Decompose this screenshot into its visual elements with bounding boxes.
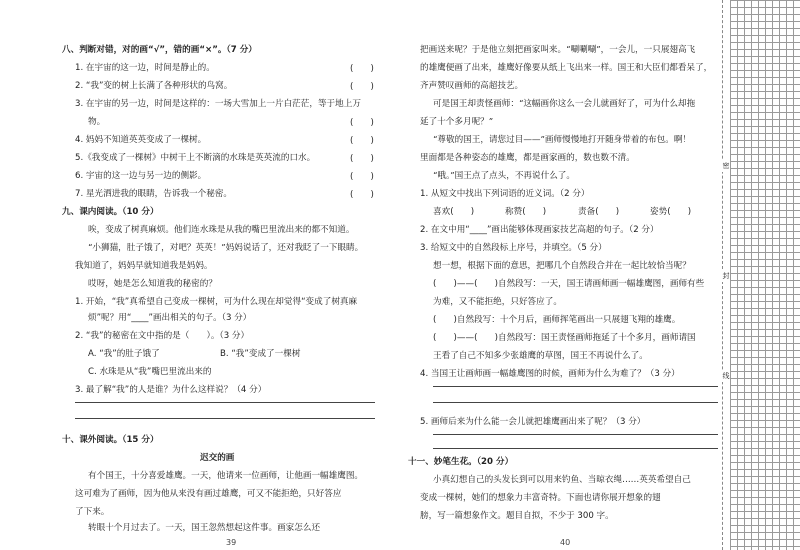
q3-line-2: 为难，又不能拒绝，只好答应了。: [433, 297, 562, 307]
sec11-text-3: 膀，写一篇想象作文。题目自拟，不少于 300 字。: [420, 511, 614, 521]
q3-line-1[interactable]: ( )——( )自然段写：一天，国王请画师画一幅雄鹰图，画师有些: [433, 279, 705, 289]
story-line-4: 转眼十个月过去了。一天，国王忽然想起这件事。画家怎么还: [88, 523, 321, 533]
story-cont-5: 延了十个多月呢？”: [420, 117, 494, 127]
sec8-answer-1[interactable]: ( ): [350, 64, 374, 74]
story-cont-1: 把画送来呢？于是他立刻把画家叫来。“唰唰唰”，一会儿，一只展翅高飞: [420, 45, 696, 55]
q3-line-4[interactable]: ( )——( )自然段写：国王责怪画师拖延了十个多月，画师请国: [433, 333, 696, 343]
q3-intro: 想一想，根据下面的意思，把哪几个自然段合并在一起比较恰当呢？: [433, 261, 691, 271]
story-cont-2: 的雄鹰便画了出来，雄鹰好像要从纸上飞出来一样。国王和大臣们都看呆了，: [420, 63, 713, 73]
q1-word-1[interactable]: 喜欢( ): [433, 207, 475, 217]
section-10-title: 十、课外阅读。（15 分）: [62, 435, 159, 445]
q4-answer-line-1[interactable]: [433, 386, 718, 387]
q5-answer-line-1[interactable]: [433, 434, 718, 435]
story-cont-8: “哦。”国王点了点头，不再说什么了。: [433, 171, 575, 181]
sec9-passage-4: 哎呀，她是怎么知道我的秘密的？: [88, 279, 217, 289]
q3-line-5: 王看了自己不知多少张雄鹰的草图，国王不再说什么了。: [433, 351, 648, 361]
binding-label-3: 线: [722, 372, 730, 380]
sec9-question-2: 2. “我”的秘密在文中指的是（ ）。（3 分）: [75, 331, 250, 341]
right-question-1: 1. 从短文中找出下列词语的近义词。（2 分）: [420, 189, 590, 199]
sec8-item-2: 2. “我”变的树上长满了各种形状的鸟窝。: [75, 81, 233, 91]
section-8-title: 八、判断对错，对的画“√”，错的画“×”。（7 分）: [62, 45, 257, 55]
right-question-2: 2. 在文中用“____”画出能够体现画家技艺高超的句子。（2 分）: [420, 225, 659, 235]
right-question-3: 3. 给短文中的自然段标上序号，并填空。（5 分）: [420, 243, 607, 253]
sec8-answer-4[interactable]: ( ): [350, 136, 374, 146]
right-page: [400, 0, 720, 550]
sec8-answer-2[interactable]: ( ): [350, 82, 374, 92]
sec8-item-3: 3. 在宇宙的另一边，时间是这样的：一场大雪加上一片白茫茫，等于地上万: [75, 99, 361, 109]
sec9-question-1-cont: 烦”呢？用“____”画出相关的句子。（3 分）: [88, 313, 252, 323]
sec9-q2-option-c[interactable]: C. 水珠是从“我”嘴巴里流出来的: [88, 367, 212, 377]
section-9-title: 九、课内阅读。（10 分）: [62, 207, 159, 217]
page-number-left: 39: [226, 538, 237, 547]
sec8-answer-5[interactable]: ( ): [350, 154, 374, 164]
sec8-answer-7[interactable]: ( ): [350, 190, 374, 200]
sec9-q2-option-a[interactable]: A. “我”的肚子饿了: [88, 349, 160, 359]
sec8-item-6: 6. 宇宙的这一边与另一边的侧影。: [75, 171, 207, 181]
sec9-q3-answer-line-1[interactable]: [75, 402, 375, 403]
q5-answer-line-2[interactable]: [433, 448, 718, 449]
right-question-5: 5. 画师后来为什么能一会儿就把雄鹰画出来了呢？（3 分）: [420, 417, 646, 427]
section-11-title: 十一、妙笔生花。（20 分）: [408, 457, 514, 467]
sec8-answer-3[interactable]: ( ): [350, 118, 374, 128]
sec9-q2-option-b[interactable]: B. “我”变成了一棵树: [220, 349, 301, 359]
sec9-q3-answer-line-2[interactable]: [75, 418, 375, 419]
q1-word-4[interactable]: 姿势( ): [650, 207, 692, 217]
story-cont-4: 可是国王却责怪画师：“这幅画你这么一会儿就画好了，可为什么却拖: [433, 99, 696, 109]
sec8-item-4: 4. 妈妈不知道英英变成了一棵树。: [75, 135, 207, 145]
sec9-question-1: 1. 开始，“我”真希望自己变成一棵树，可为什么现在却觉得“变成了树真麻: [75, 297, 358, 307]
q3-line-3[interactable]: ( )自然段写：十个月后，画师挥笔画出一只展翅飞翔的雄鹰。: [433, 315, 681, 325]
story-line-2: 这可难为了画师，因为他从来没有画过雄鹰，可又不能拒绝，只好答应: [75, 489, 342, 499]
binding-label-1: 密: [722, 162, 730, 170]
story-cont-3: 齐声赞叹画师的高超技艺。: [420, 81, 524, 91]
sec8-item-3-cont: 物。: [88, 117, 106, 127]
sec8-answer-6[interactable]: ( ): [350, 172, 374, 182]
q1-word-3[interactable]: 责备( ): [578, 207, 620, 217]
sec11-text-1: 小真幻想自己的头发长到可以用来钓鱼、当晾衣绳……英英希望自己: [433, 475, 691, 485]
sec11-text-2: 变成一棵树，她们的想象力丰富奇特。下面也请你展开想象的翅: [420, 493, 661, 503]
sec9-question-3: 3. 最了解“我”的人是谁？为什么这样说？（4 分）: [75, 385, 267, 395]
sec8-item-1: 1. 在宇宙的这一边，时间是静止的。: [75, 63, 215, 73]
sec8-item-5: 5.《我变成了一棵树》中树干上不断滴的水珠是英英流的口水。: [75, 153, 316, 163]
story-line-3: 了下来。: [75, 507, 110, 517]
story-cont-7: 里面都是各种姿态的雄鹰，都是画家画的，数也数不清。: [420, 153, 635, 163]
story-cont-6: “尊敬的国王，请您过目——”画师慢慢地打开随身带着的布包。啊！: [433, 135, 692, 145]
binding-label-2: 封: [722, 272, 730, 280]
sec9-passage-2: “小狮猫，肚子饿了，对吧？英英！”妈妈说话了，还对我眨了一下眼睛。: [88, 243, 364, 253]
writing-grid[interactable]: [730, 0, 800, 550]
right-question-4: 4. 当国王让画师画一幅雄鹰图的时候，画师为什么为难了？（3 分）: [420, 369, 680, 379]
q1-word-2[interactable]: 称赞( ): [505, 207, 547, 217]
q4-answer-line-2[interactable]: [433, 402, 718, 403]
sec8-item-7: 7. 星光洒进我的眼睛，告诉我一个秘密。: [75, 189, 233, 199]
sec9-passage-1: 唉，变成了树真麻烦。他们连水珠是从我的嘴巴里流出来的都不知道。: [88, 225, 355, 235]
story-line-1: 有个国王，十分喜爱雄鹰。一天，他请来一位画师，让他画一幅雄鹰图。: [88, 471, 364, 481]
story-title: 迟交的画: [200, 453, 235, 463]
page-number-right: 40: [560, 538, 571, 547]
sec9-passage-3: 我知道了，妈妈早就知道我是妈妈。: [75, 261, 213, 271]
